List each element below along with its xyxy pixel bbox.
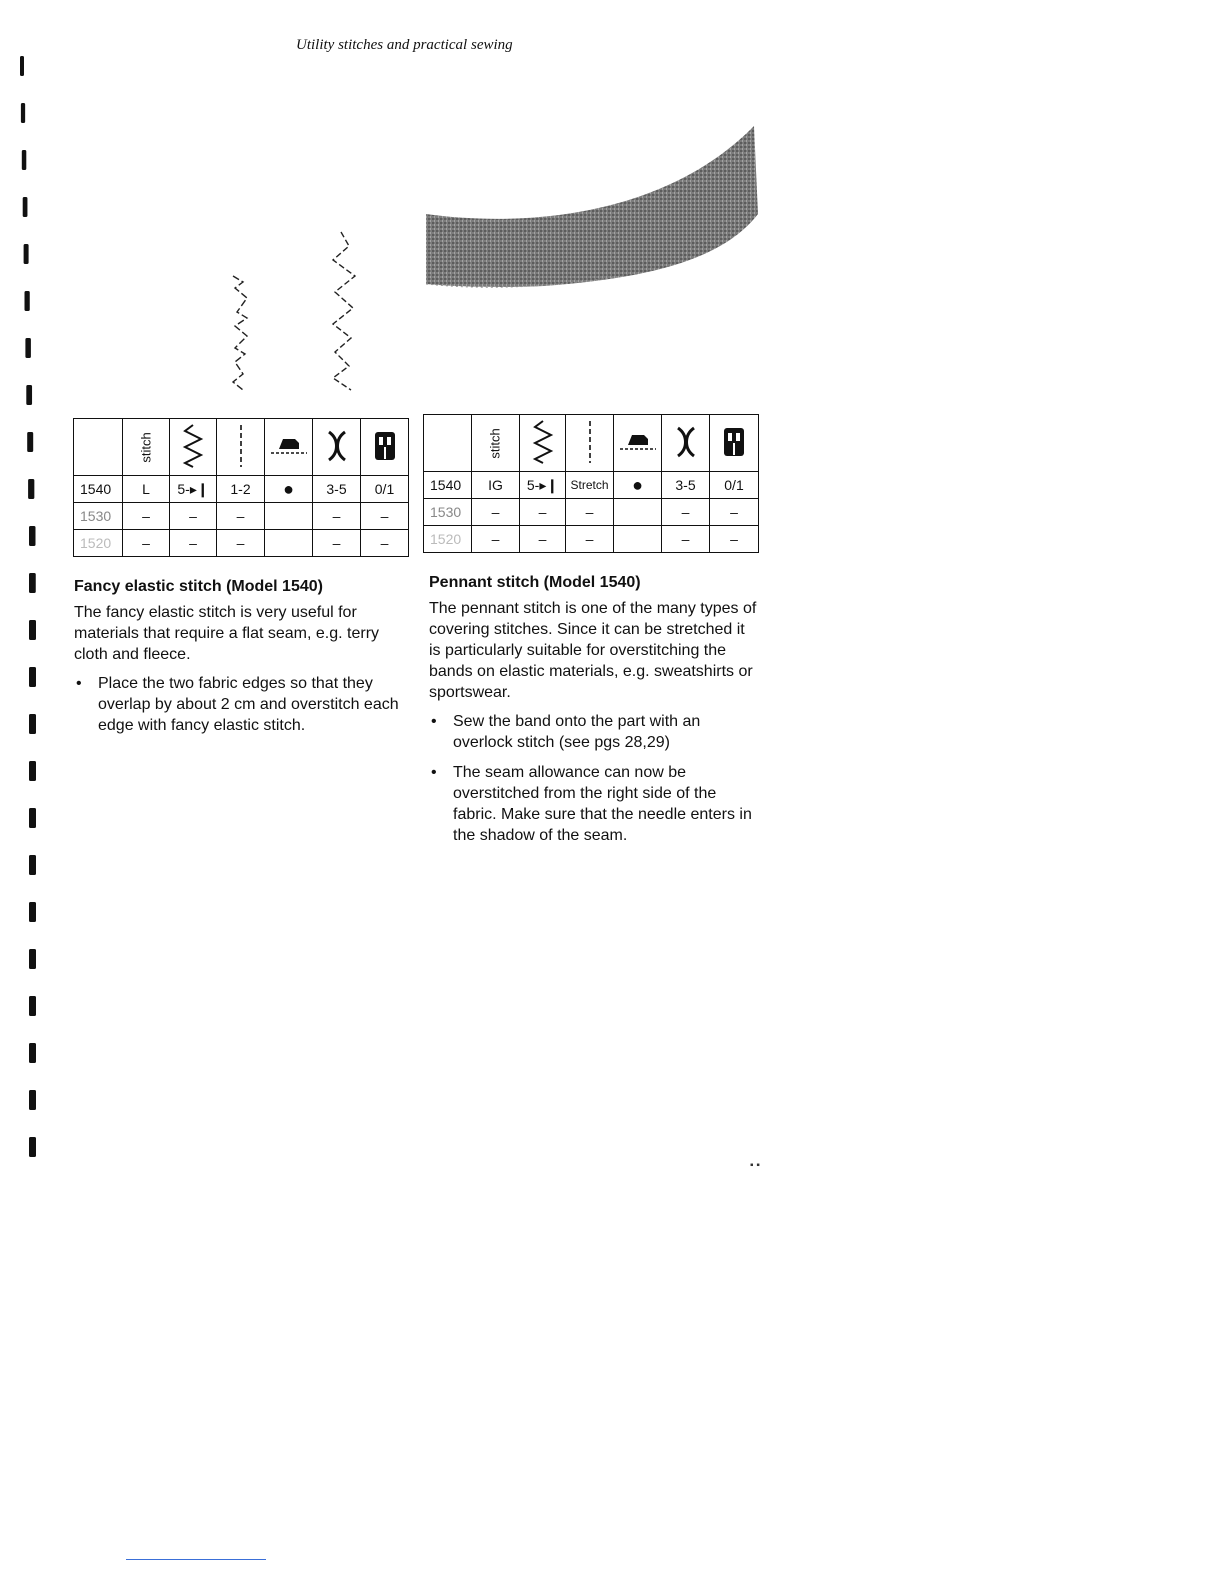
- binding-hole-mark: [29, 949, 36, 969]
- pennant-stitch-settings-table: [423, 414, 759, 553]
- instruction-list: [429, 711, 759, 846]
- binding-hole-mark: [22, 150, 27, 170]
- binding-hole-mark: [20, 56, 24, 76]
- binding-hole-mark: [25, 291, 30, 311]
- table-row: 1540 L 5-▸❙ 1-2 ● 3-5 0/1: [74, 476, 409, 503]
- list-item: • Sew the band onto the part with an overlock stitch (see pgs 28,29): [429, 711, 759, 753]
- scan-speck: ▪ ▪: [750, 1160, 760, 1171]
- binding-hole-mark: [27, 432, 33, 452]
- instruction-list: [74, 673, 414, 736]
- footnote-rule: [126, 1559, 266, 1560]
- binding-hole-mark: [29, 1043, 36, 1063]
- table-row: 1530 – – – – –: [424, 499, 759, 526]
- binding-hole-mark: [29, 996, 36, 1016]
- table-row: 1520 – – – – –: [424, 526, 759, 553]
- list-item: • The seam allowance can now be overstitched from the right side of the fabric. Make sure that the needle enters in the shadow of the seam.: [429, 762, 759, 846]
- pennant-stitch-sample-illustration: [325, 228, 365, 393]
- binding-hole-mark: [29, 761, 36, 781]
- tension-icon: [313, 419, 361, 476]
- binding-hole-mark: [25, 338, 31, 358]
- fancy-stitch-section: [74, 578, 414, 745]
- section-intro: The fancy elastic stitch is very useful for materials that require a flat seam, e.g. terry cloth and fleece.: [74, 604, 380, 663]
- presser-foot-icon: [710, 415, 759, 472]
- binding-hole-mark: [29, 902, 36, 922]
- pennant-stitch-section: [429, 574, 759, 855]
- binding-marks: [14, 50, 44, 1170]
- stitch-length-icon: [217, 419, 265, 476]
- binding-hole-mark: [28, 479, 34, 499]
- binding-hole-mark: [29, 855, 36, 875]
- binding-hole-mark: [29, 1090, 36, 1110]
- table-row: 1530 – – – – –: [74, 503, 409, 530]
- page-header: Utility stitches and practical sewing: [296, 37, 513, 53]
- section-heading: Fancy elastic stitch (Model 1540): [74, 578, 323, 595]
- table-corner-cell: [424, 415, 472, 472]
- section-intro: The pennant stitch is one of the many types of covering stitches. Since it can be stretched it is particularly suitable for overstitching the bands on elastic materials, e.g. sweatshirts or sportswear.: [429, 600, 757, 701]
- binding-hole-mark: [29, 808, 36, 828]
- stitch-column-header: stitch: [472, 415, 520, 472]
- binding-hole-mark: [29, 526, 36, 546]
- table-row: 1520 – – – – –: [74, 530, 409, 557]
- fancy-stitch-sample-illustration: [225, 270, 265, 395]
- section-heading: Pennant stitch (Model 1540): [429, 574, 641, 591]
- table-corner-cell: [74, 419, 123, 476]
- binding-hole-mark: [29, 1137, 36, 1157]
- elastic-band-fabric-illustration: [424, 118, 760, 298]
- stitch-length-icon: [566, 415, 614, 472]
- binding-hole-mark: [24, 244, 29, 264]
- zigzag-width-icon: [170, 419, 217, 476]
- binding-hole-mark: [29, 714, 36, 734]
- list-item: • Place the two fabric edges so that they overlap by about 2 cm and overstitch each edge with fancy elastic stitch.: [74, 673, 414, 736]
- binding-hole-mark: [29, 667, 36, 687]
- presser-foot-icon: [361, 419, 409, 476]
- binding-hole-mark: [29, 573, 36, 593]
- zigzag-width-icon: [520, 415, 566, 472]
- binding-hole-mark: [23, 197, 28, 217]
- fancy-stitch-settings-table: [73, 418, 409, 557]
- stitch-column-header: stitch: [123, 419, 170, 476]
- tension-icon: [662, 415, 710, 472]
- binding-hole-mark: [21, 103, 25, 123]
- feed-dog-icon: [614, 415, 662, 472]
- table-row: 1540 IG 5-▸❙ Stretch ● 3-5 0/1: [424, 472, 759, 499]
- binding-hole-mark: [26, 385, 32, 405]
- feed-dog-icon: [265, 419, 313, 476]
- binding-hole-mark: [29, 620, 36, 640]
